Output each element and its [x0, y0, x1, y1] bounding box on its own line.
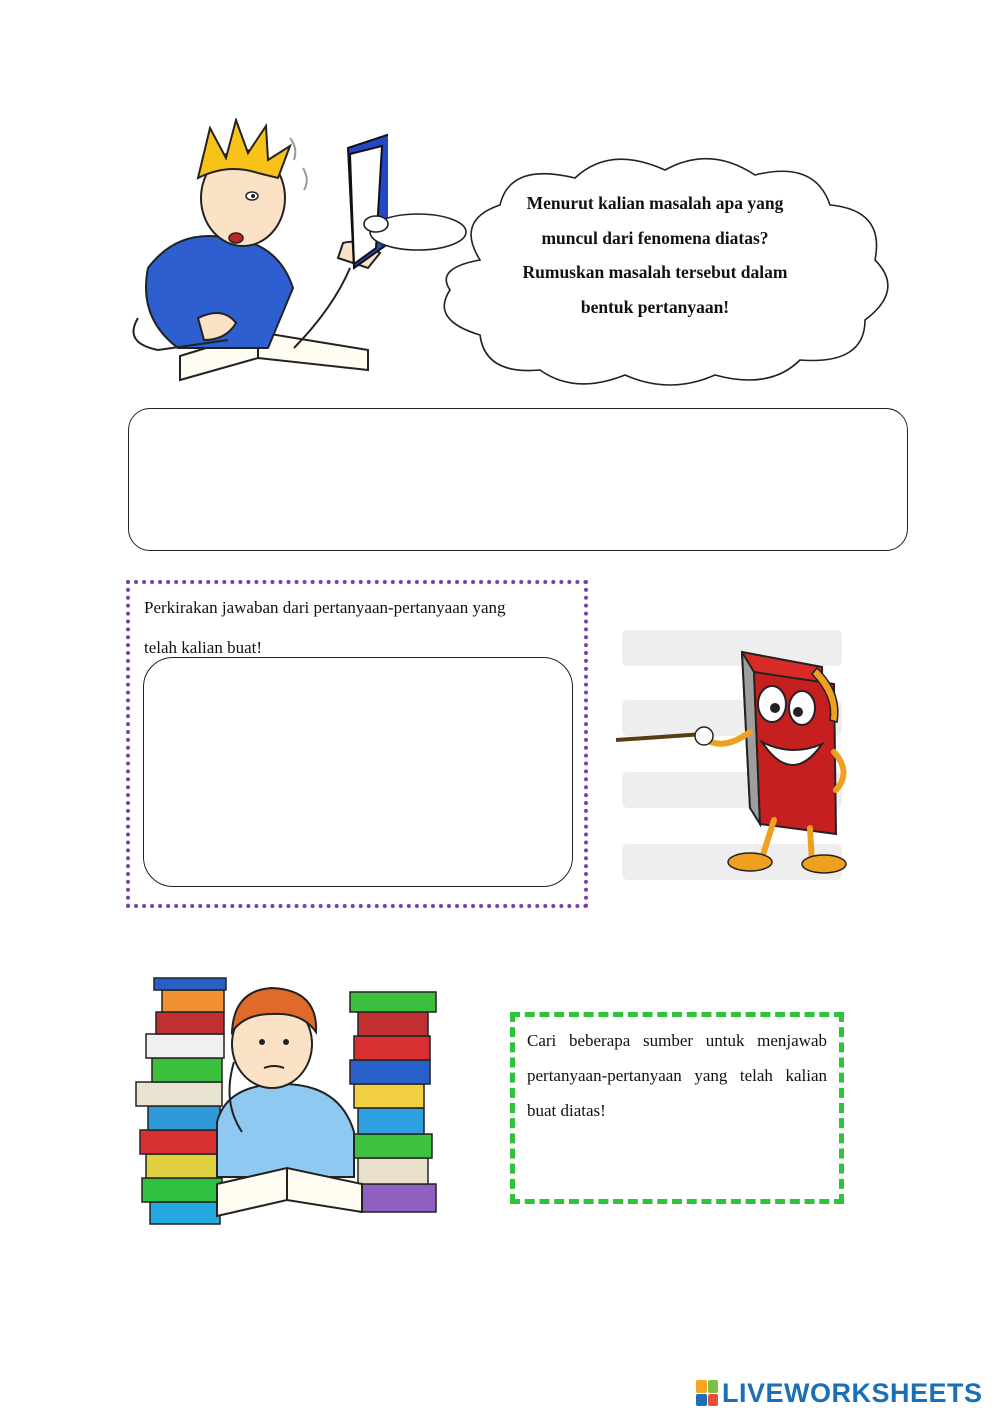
- hypothesis-instruction-line-2: telah kalian buat!: [144, 638, 263, 657]
- cloud-line-3: Rumuskan masalah tersebut dalam: [522, 262, 788, 282]
- liveworksheets-logo-icon: [696, 1380, 718, 1406]
- hypothesis-instruction-line-1: Perkirakan jawaban dari pertanyaan-pertanyaan yang: [144, 598, 506, 617]
- student-with-book-stacks-illustration: [122, 972, 444, 1230]
- cloud-line-2: muncul dari fenomena diatas?: [541, 227, 769, 248]
- boy-reading-illustration: [118, 118, 388, 388]
- hypothesis-instruction: [144, 588, 584, 668]
- sources-instruction: Cari beberapa sumber untuk menjawab pertanyaan-pertanyaan yang telah kalian buat diatas!: [527, 1031, 827, 1120]
- hypothesis-answer-box[interactable]: [143, 657, 573, 887]
- cloud-line-4: bentuk pertanyaan!: [580, 296, 730, 317]
- problem-answer-box[interactable]: [128, 408, 908, 551]
- cloud-question-text: [490, 186, 820, 324]
- liveworksheets-logo[interactable]: [696, 1378, 983, 1408]
- liveworksheets-brand-text: LIVEWORKSHEETS: [722, 1377, 983, 1408]
- cloud-line-1: Menurut kalian masalah apa yang: [526, 193, 784, 213]
- book-mascot-pointer-illustration: [612, 612, 862, 907]
